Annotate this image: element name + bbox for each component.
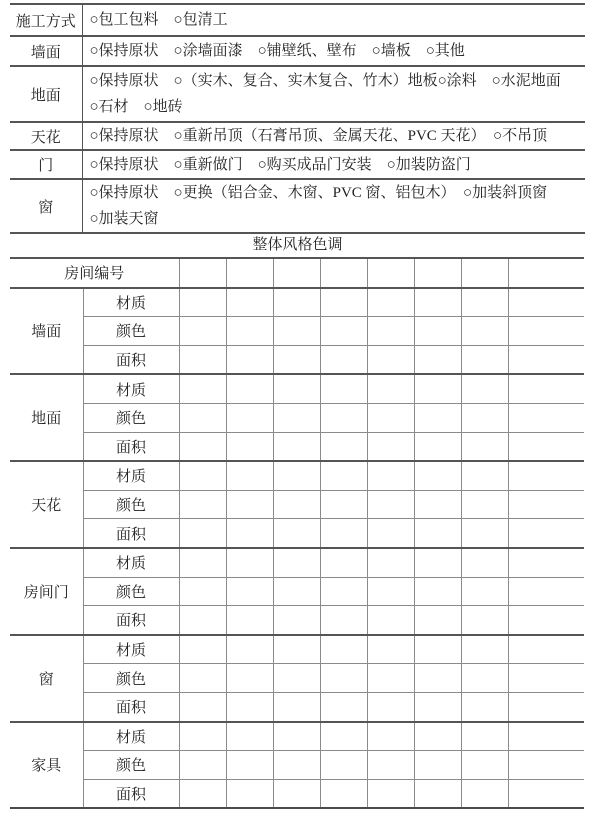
data-cell xyxy=(414,664,461,693)
data-cell xyxy=(320,779,367,808)
group-label-room-door: 房间门 xyxy=(10,548,83,635)
data-cell xyxy=(226,403,273,432)
data-cell xyxy=(508,519,584,548)
data-cell xyxy=(508,606,584,635)
attr-label-material: 材质 xyxy=(83,374,179,403)
data-cell xyxy=(273,345,320,374)
data-cell xyxy=(508,577,584,606)
data-cell xyxy=(179,258,226,288)
data-cell xyxy=(367,577,414,606)
data-cell xyxy=(461,635,508,664)
data-cell xyxy=(508,374,584,403)
data-cell xyxy=(320,258,367,288)
data-cell xyxy=(414,432,461,461)
data-cell xyxy=(414,779,461,808)
option-line: ○包工包料 ○包清工 xyxy=(89,12,228,28)
attr-label-area: 面积 xyxy=(83,519,179,548)
data-cell xyxy=(367,751,414,780)
data-cell xyxy=(508,432,584,461)
data-cell xyxy=(367,606,414,635)
style-tone-table xyxy=(10,257,584,809)
option-line: ○加装天窗 xyxy=(89,211,159,227)
data-cell xyxy=(414,606,461,635)
data-cell xyxy=(367,664,414,693)
option-line: ○保持原状 ○（实木、复合、实木复合、竹木）地板○涂料 ○水泥地面 xyxy=(89,73,561,89)
attr-row xyxy=(10,432,584,461)
data-cell xyxy=(226,751,273,780)
data-cell xyxy=(461,548,508,577)
data-cell xyxy=(179,635,226,664)
data-cell xyxy=(320,490,367,519)
data-cell xyxy=(414,403,461,432)
attr-label-color: 颜色 xyxy=(83,664,179,693)
data-cell xyxy=(226,374,273,403)
data-cell xyxy=(179,432,226,461)
data-cell xyxy=(226,258,273,288)
data-cell xyxy=(320,664,367,693)
data-cell xyxy=(320,432,367,461)
data-cell xyxy=(414,288,461,317)
data-cell xyxy=(273,403,320,432)
options-cell xyxy=(82,4,585,36)
data-cell xyxy=(461,258,508,288)
data-cell xyxy=(273,317,320,346)
section-title: 整体风格色调 xyxy=(252,237,343,253)
data-cell xyxy=(461,490,508,519)
group-row-ceiling xyxy=(10,461,584,490)
row-window xyxy=(10,179,585,233)
option-line: ○石材 ○地砖 xyxy=(89,99,183,115)
data-cell xyxy=(367,403,414,432)
data-cell xyxy=(179,519,226,548)
data-cell xyxy=(226,461,273,490)
attr-row xyxy=(10,751,584,780)
data-cell xyxy=(226,490,273,519)
attr-label-area: 面积 xyxy=(83,432,179,461)
group-label-ceiling: 天花 xyxy=(10,461,83,548)
row-label-construction-method: 施工方式 xyxy=(10,4,82,36)
data-cell xyxy=(367,374,414,403)
option-line: ○保持原状 ○重新吊顶（石膏吊顶、金属天花、PVC 天花） ○不吊顶 xyxy=(89,128,548,144)
options-cell xyxy=(82,150,585,179)
data-cell xyxy=(508,345,584,374)
attr-label-material: 材质 xyxy=(83,461,179,490)
data-cell xyxy=(461,461,508,490)
data-cell xyxy=(226,288,273,317)
attr-row xyxy=(10,519,584,548)
attr-row xyxy=(10,664,584,693)
data-cell xyxy=(179,664,226,693)
data-cell xyxy=(461,577,508,606)
data-cell xyxy=(367,635,414,664)
data-cell xyxy=(320,722,367,751)
row-label-window: 窗 xyxy=(10,179,82,233)
group-row-room-door xyxy=(10,548,584,577)
data-cell xyxy=(320,519,367,548)
data-cell xyxy=(320,461,367,490)
attr-label-color: 颜色 xyxy=(83,403,179,432)
data-cell xyxy=(273,288,320,317)
options-cell xyxy=(82,179,585,233)
data-cell xyxy=(320,751,367,780)
data-cell xyxy=(273,722,320,751)
data-cell xyxy=(226,577,273,606)
group-label-window: 窗 xyxy=(10,635,83,722)
data-cell xyxy=(226,635,273,664)
attr-label-material: 材质 xyxy=(83,635,179,664)
data-cell xyxy=(367,461,414,490)
data-cell xyxy=(508,722,584,751)
data-cell xyxy=(367,548,414,577)
attr-label-area: 面积 xyxy=(83,779,179,808)
data-cell xyxy=(508,779,584,808)
data-cell xyxy=(320,374,367,403)
attr-row xyxy=(10,317,584,346)
attr-row xyxy=(10,490,584,519)
data-cell xyxy=(179,288,226,317)
data-cell xyxy=(508,664,584,693)
room-number-label: 房间编号 xyxy=(10,258,179,288)
row-construction-method xyxy=(10,4,585,36)
attr-label-area: 面积 xyxy=(83,345,179,374)
group-label-furniture: 家具 xyxy=(10,722,83,809)
row-door xyxy=(10,150,585,179)
data-cell xyxy=(367,519,414,548)
renovation-options-table xyxy=(10,3,585,234)
data-cell xyxy=(461,606,508,635)
data-cell xyxy=(179,548,226,577)
attr-row xyxy=(10,577,584,606)
data-cell xyxy=(320,548,367,577)
group-label-wall: 墙面 xyxy=(10,288,83,375)
attr-label-color: 颜色 xyxy=(83,490,179,519)
attr-label-material: 材质 xyxy=(83,722,179,751)
data-cell xyxy=(414,461,461,490)
data-cell xyxy=(320,606,367,635)
data-cell xyxy=(179,692,226,721)
data-cell xyxy=(273,692,320,721)
data-cell xyxy=(508,317,584,346)
data-cell xyxy=(320,345,367,374)
attr-row xyxy=(10,345,584,374)
data-cell xyxy=(273,548,320,577)
data-cell xyxy=(461,519,508,548)
data-cell xyxy=(226,548,273,577)
data-cell xyxy=(320,403,367,432)
row-label-floor: 地面 xyxy=(10,66,82,122)
room-number-header-row xyxy=(10,258,584,288)
data-cell xyxy=(414,635,461,664)
data-cell xyxy=(226,722,273,751)
data-cell xyxy=(414,751,461,780)
attr-label-material: 材质 xyxy=(83,288,179,317)
data-cell xyxy=(226,432,273,461)
data-cell xyxy=(367,490,414,519)
data-cell xyxy=(461,345,508,374)
data-cell xyxy=(273,432,320,461)
attr-row xyxy=(10,606,584,635)
data-cell xyxy=(461,403,508,432)
data-cell xyxy=(179,722,226,751)
group-row-furniture xyxy=(10,722,584,751)
data-cell xyxy=(226,519,273,548)
data-cell xyxy=(273,635,320,664)
data-cell xyxy=(508,692,584,721)
option-line: ○保持原状 ○涂墙面漆 ○铺壁纸、壁布 ○墙板 ○其他 xyxy=(89,43,465,59)
data-cell xyxy=(414,548,461,577)
data-cell xyxy=(273,490,320,519)
data-cell xyxy=(414,692,461,721)
data-cell xyxy=(367,692,414,721)
data-cell xyxy=(179,403,226,432)
data-cell xyxy=(179,751,226,780)
data-cell xyxy=(367,432,414,461)
data-cell xyxy=(367,288,414,317)
options-cell xyxy=(82,122,585,150)
data-cell xyxy=(320,317,367,346)
options-cell xyxy=(82,36,585,66)
data-cell xyxy=(461,288,508,317)
data-cell xyxy=(273,779,320,808)
data-cell xyxy=(414,722,461,751)
data-cell xyxy=(367,722,414,751)
data-cell xyxy=(508,461,584,490)
option-line: ○保持原状 ○重新做门 ○购买成品门安装 ○加装防盗门 xyxy=(89,156,471,173)
data-cell xyxy=(320,692,367,721)
data-cell xyxy=(273,519,320,548)
data-cell xyxy=(226,606,273,635)
data-cell xyxy=(273,751,320,780)
data-cell xyxy=(414,345,461,374)
data-cell xyxy=(508,258,584,288)
data-cell xyxy=(461,664,508,693)
attr-label-color: 颜色 xyxy=(83,751,179,780)
attr-row xyxy=(10,403,584,432)
options-cell xyxy=(82,66,585,122)
row-label-door: 门 xyxy=(10,150,82,179)
group-row-wall xyxy=(10,288,584,317)
data-cell xyxy=(508,490,584,519)
data-cell xyxy=(226,345,273,374)
data-cell xyxy=(461,317,508,346)
row-wall xyxy=(10,36,585,66)
data-cell xyxy=(273,577,320,606)
data-cell xyxy=(179,345,226,374)
data-cell xyxy=(461,751,508,780)
attr-row xyxy=(10,692,584,721)
data-cell xyxy=(273,374,320,403)
data-cell xyxy=(508,751,584,780)
data-cell xyxy=(179,606,226,635)
data-cell xyxy=(320,577,367,606)
data-cell xyxy=(226,692,273,721)
data-cell xyxy=(508,548,584,577)
data-cell xyxy=(508,288,584,317)
group-label-floor: 地面 xyxy=(10,374,83,461)
data-cell xyxy=(367,345,414,374)
data-cell xyxy=(179,461,226,490)
data-cell xyxy=(461,779,508,808)
data-cell xyxy=(461,374,508,403)
attr-row xyxy=(10,779,584,808)
attr-label-material: 材质 xyxy=(83,548,179,577)
data-cell xyxy=(414,490,461,519)
data-cell xyxy=(179,577,226,606)
data-cell xyxy=(273,606,320,635)
data-cell xyxy=(320,635,367,664)
row-label-wall: 墙面 xyxy=(10,36,82,66)
data-cell xyxy=(414,519,461,548)
data-cell xyxy=(461,432,508,461)
data-cell xyxy=(273,461,320,490)
data-cell xyxy=(508,403,584,432)
group-row-window xyxy=(10,635,584,664)
row-label-ceiling: 天花 xyxy=(10,122,82,150)
group-row-floor xyxy=(10,374,584,403)
data-cell xyxy=(414,317,461,346)
attr-label-area: 面积 xyxy=(83,692,179,721)
data-cell xyxy=(273,664,320,693)
row-floor xyxy=(10,66,585,122)
data-cell xyxy=(508,635,584,664)
data-cell xyxy=(367,779,414,808)
data-cell xyxy=(226,317,273,346)
data-cell xyxy=(320,288,367,317)
data-cell xyxy=(461,722,508,751)
data-cell xyxy=(273,258,320,288)
data-cell xyxy=(179,374,226,403)
row-ceiling xyxy=(10,122,585,150)
data-cell xyxy=(367,258,414,288)
attr-label-area: 面积 xyxy=(83,606,179,635)
data-cell xyxy=(179,490,226,519)
option-line: ○保持原状 ○更换（铝合金、木窗、PVC 窗、铝包木） ○加装斜顶窗 xyxy=(89,185,548,201)
attr-label-color: 颜色 xyxy=(83,317,179,346)
attr-label-color: 颜色 xyxy=(83,577,179,606)
data-cell xyxy=(414,577,461,606)
data-cell xyxy=(179,779,226,808)
data-cell xyxy=(179,317,226,346)
data-cell xyxy=(414,374,461,403)
data-cell xyxy=(367,317,414,346)
data-cell xyxy=(414,258,461,288)
data-cell xyxy=(226,664,273,693)
data-cell xyxy=(226,779,273,808)
data-cell xyxy=(461,692,508,721)
